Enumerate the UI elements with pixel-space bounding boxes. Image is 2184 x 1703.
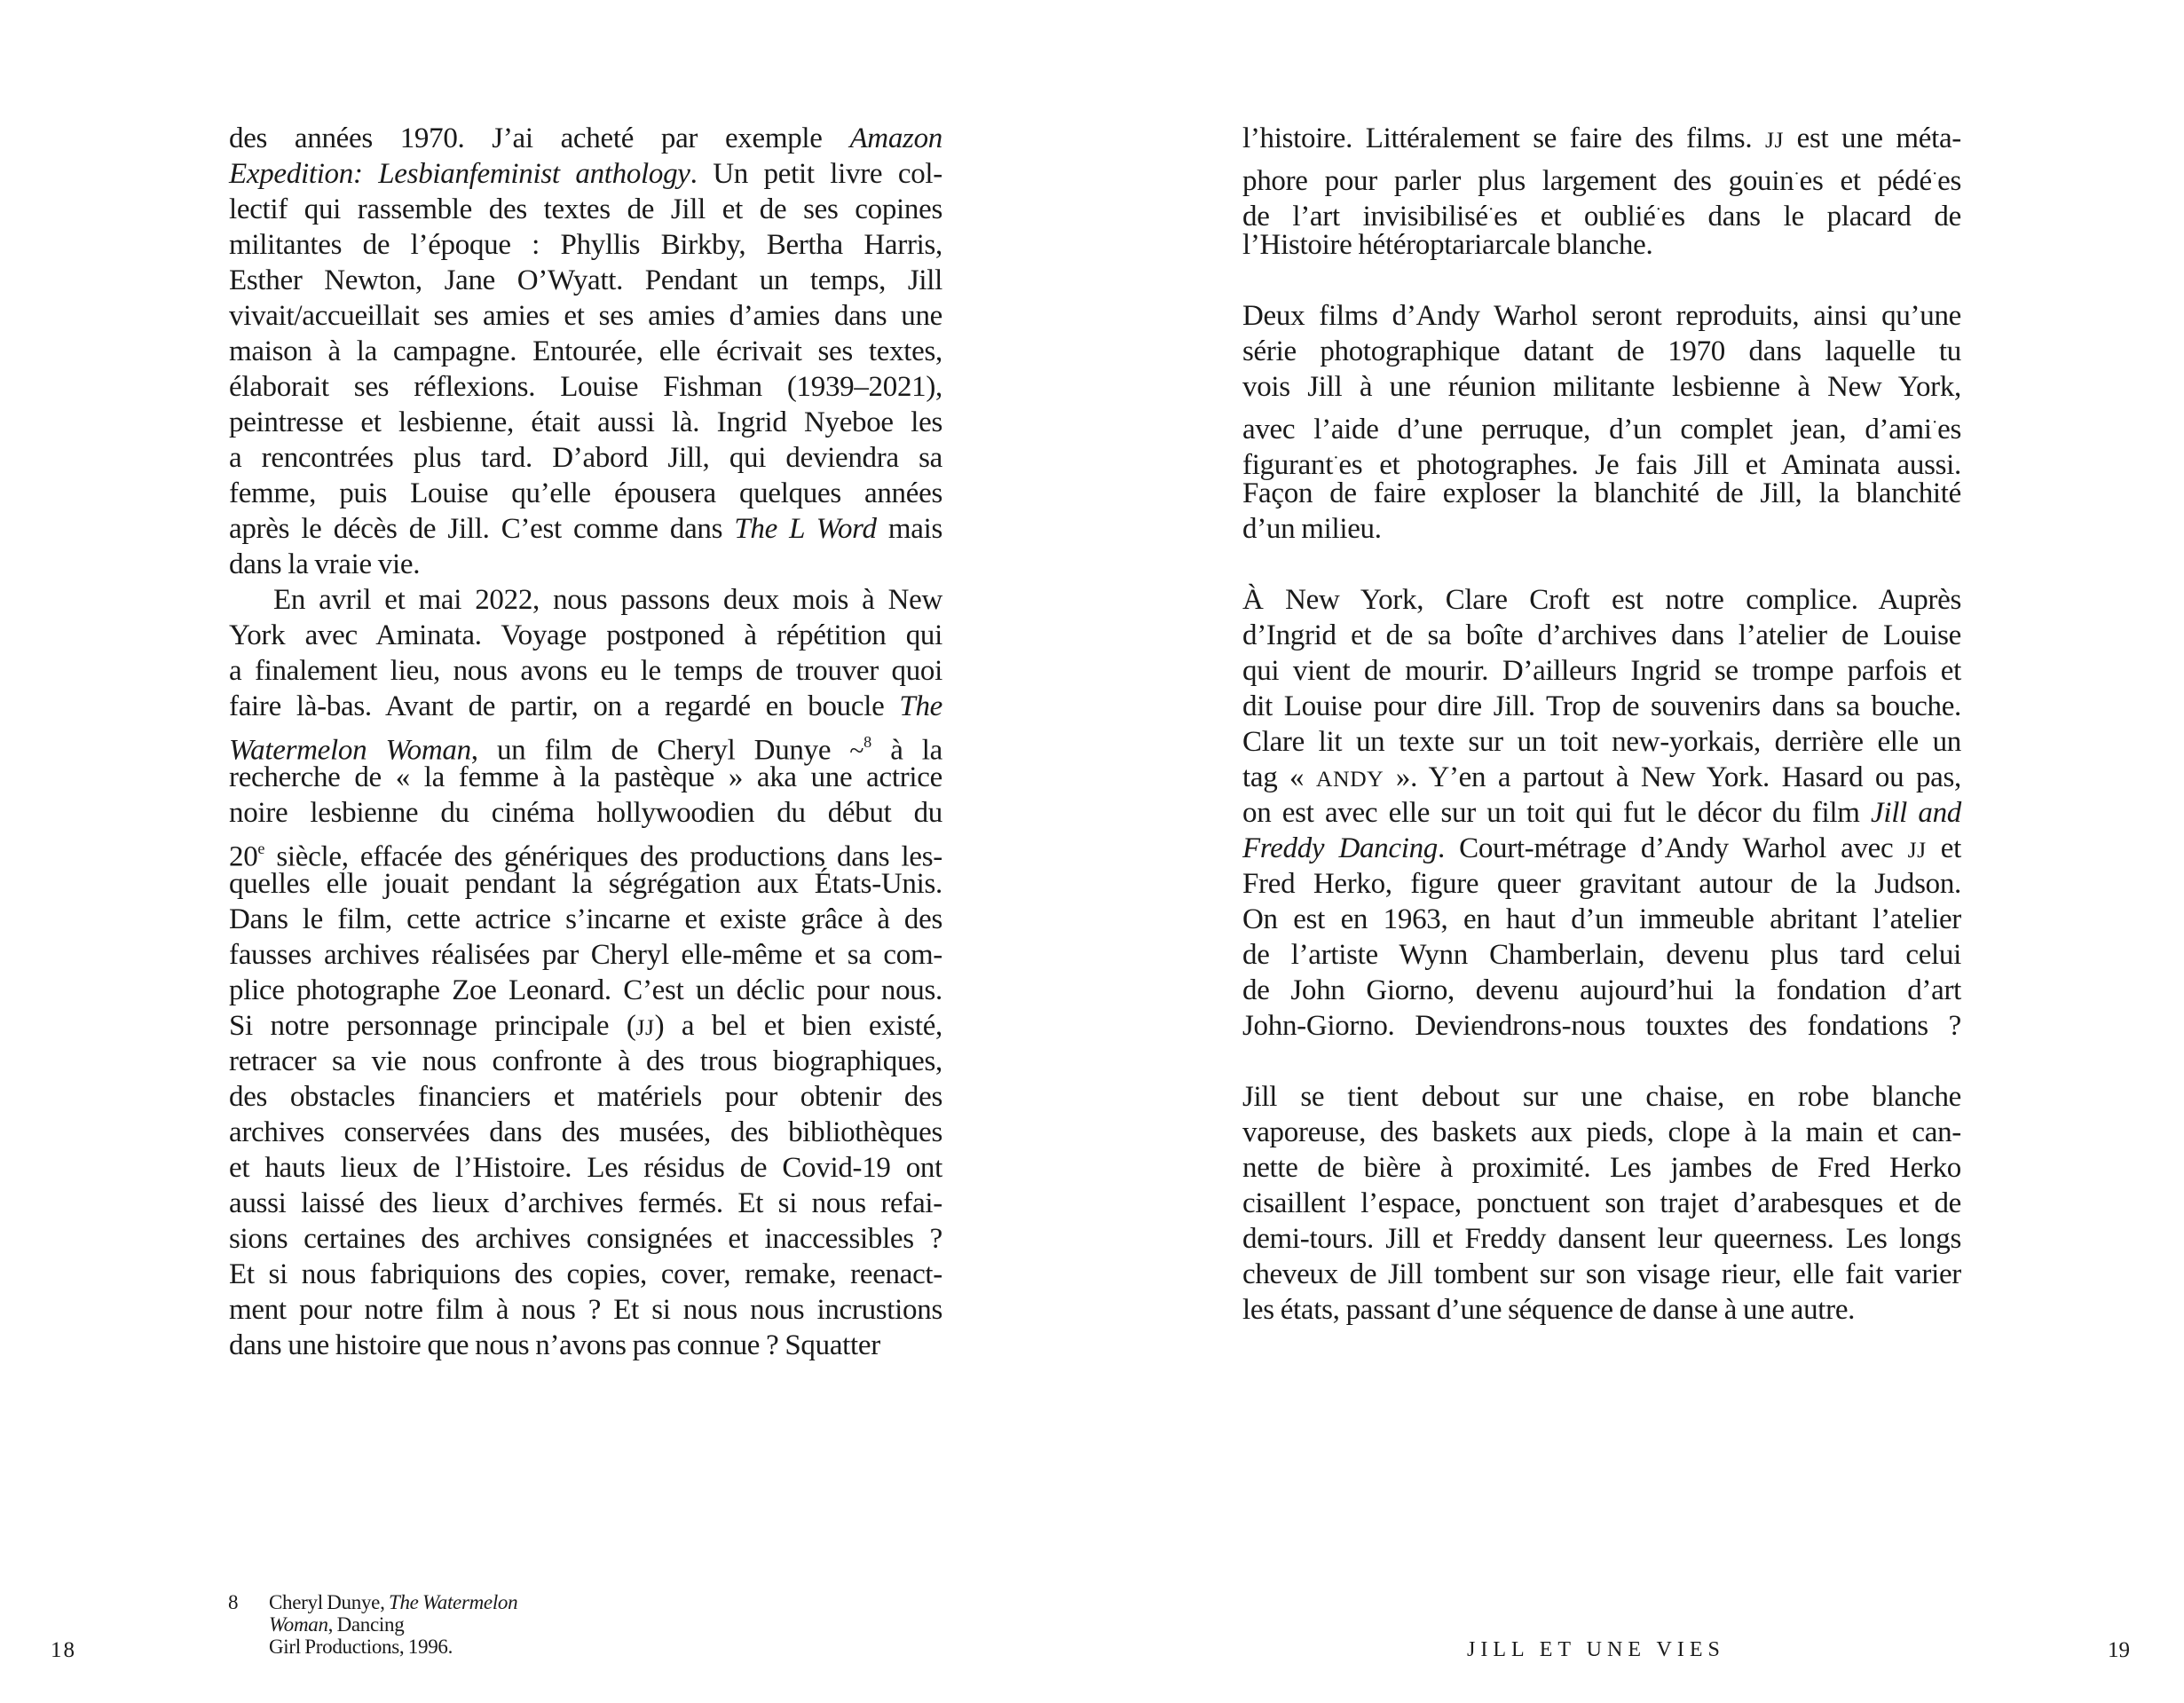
- text-line: fausses archives réalisées par Cheryl elle-même et sa com-: [229, 939, 942, 971]
- text-line: faire là-bas. Avant de partir, on a regardé en boucle The: [229, 690, 942, 722]
- text-line: vaporeuse, des baskets aux pieds, clope à la main et can-: [1242, 1116, 1961, 1148]
- text-line: a finalement lieu, nous avons eu le temps de trouver quoi: [229, 655, 942, 687]
- text-line: figurant·es et photographes. Je fais Jill et Aminata aussi.: [1242, 448, 1961, 481]
- text-line: Jill se tient debout sur une chaise, en robe blanche: [1242, 1081, 1961, 1113]
- text-line: noire lesbienne du cinéma hollywoodien du début du: [229, 797, 942, 829]
- text-line: d’Ingrid et de sa boîte d’archives dans l’atelier de Louise: [1242, 619, 1961, 651]
- small-caps: JJ: [1907, 837, 1927, 863]
- text-line: a rencontrées plus tard. D’abord Jill, qui deviendra sa: [229, 442, 942, 474]
- footnote-text: [269, 1591, 571, 1658]
- text-line: qui vient de mourir. D’ailleurs Ingrid se trompe parfois et: [1242, 655, 1961, 687]
- text-line: archives conservées dans des musées, des bibliothèques: [229, 1116, 942, 1148]
- text-line: lectif qui rassemble des textes de Jill et de ses copines: [229, 193, 942, 225]
- text-line: série photographique datant de 1970 dans laquelle tu: [1242, 335, 1961, 367]
- right-body-text: [1242, 121, 1961, 1328]
- page-number-left: 18: [51, 1638, 76, 1662]
- inclusive-point: ·: [1333, 448, 1339, 468]
- text-line: dans la vraie vie.: [229, 548, 421, 580]
- text-line: l’Histoire hétéroptariarcale blanche.: [1242, 229, 1653, 261]
- text-line: [1242, 263, 1961, 298]
- text-line: militantes de l’époque : Phyllis Birkby, Bertha Harris,: [229, 229, 942, 261]
- text-line: ment pour notre film à nous ? Et si nous nous incrustions: [229, 1294, 942, 1326]
- text-line: et hauts lieux de l’Histoire. Les résidus de Covid-19 ont: [229, 1152, 942, 1184]
- inclusive-point: ·: [1794, 164, 1800, 184]
- superscript: e: [257, 840, 265, 857]
- text-line: recherche de « la femme à la pastèque » aka une actrice: [229, 761, 942, 793]
- italic-title: Woman: [269, 1613, 328, 1636]
- text-line: Et si nous fabriquions des copies, cover, remake, reenact-: [229, 1258, 942, 1290]
- small-caps: JJ: [635, 1014, 655, 1040]
- text-line: Façon de faire exploser la blanchité de Jill, la blanchité: [1242, 477, 1961, 509]
- italic-title: Jill and: [1871, 797, 1961, 829]
- text-line: sions certaines des archives consignées et inaccessibles ?: [229, 1223, 942, 1255]
- text-line: de John Giorno, devenu aujourd’hui la fondation d’art: [1242, 974, 1961, 1006]
- text-line: Expedition: Lesbianfeminist anthology. Un petit livre col-: [229, 158, 942, 190]
- italic-title: The L Word: [734, 513, 877, 545]
- italic-title: Amazon: [849, 122, 942, 154]
- text-line: En avril et mai 2022, nous passons deux mois à New: [273, 584, 942, 616]
- text-line: cheveux de Jill tombent sur son visage rieur, elle fait varier: [1242, 1258, 1961, 1290]
- text-line: demi-tours. Jill et Freddy dansent leur queerness. Les longs: [1242, 1223, 1961, 1255]
- text-line: d’un milieu.: [1242, 513, 1382, 545]
- text-line: femme, puis Louise qu’elle épousera quelques années: [229, 477, 942, 509]
- text-line: On est en 1963, en haut d’un immeuble abritant l’atelier: [1242, 903, 1961, 935]
- text-line: Deux films d’Andy Warhol seront reproduits, ainsi qu’une: [1242, 300, 1961, 332]
- page-number-right: 19: [2108, 1638, 2130, 1662]
- inclusive-point: ·: [1931, 164, 1938, 184]
- text-line: Freddy Dancing. Court-métrage d’Andy Warhol avec JJ et: [1242, 832, 1961, 864]
- text-line: vivait/accueillait ses amies et ses amies d’amies dans une: [229, 300, 942, 332]
- text-line: avec l’aide d’une perruque, d’un complet jean, d’ami·es: [1242, 413, 1961, 445]
- text-line: Girl Productions, 1996.: [269, 1636, 453, 1658]
- superscript: 8: [863, 733, 871, 751]
- text-line: dans une histoire que nous n’avons pas connue ? Squatter: [229, 1329, 880, 1361]
- small-caps: ANDY: [1315, 766, 1384, 792]
- text-line: de l’art invisibilisé·es et oublié·es dans le placard de: [1242, 200, 1961, 233]
- text-line: quelles elle jouait pendant la ségrégation aux États-Unis.: [229, 868, 942, 900]
- left-body-text: [229, 121, 942, 1363]
- text-line: phore pour parler plus largement des gouin·es et pédé·es: [1242, 164, 1961, 197]
- text-line: À New York, Clare Croft est notre complice. Auprès: [1242, 584, 1961, 616]
- text-line: maison à la campagne. Entourée, elle écrivait ses textes,: [229, 335, 942, 367]
- text-line: nette de bière à proximité. Les jambes de Fred Herko: [1242, 1152, 1961, 1184]
- text-line: Clare lit un texte sur un toit new-yorkais, derrière elle un: [1242, 726, 1961, 758]
- text-line: [1242, 1044, 1961, 1079]
- running-head: JILL ET UNE VIES: [1467, 1638, 1725, 1661]
- small-caps: JJ: [1764, 127, 1784, 153]
- italic-title: The: [899, 690, 942, 722]
- text-line: John-Giorno. Deviendrons-nous touxtes des fondations ?: [1242, 1010, 1961, 1042]
- text-line: cisaillent l’espace, ponctuent son trajet d’arabesques et de: [1242, 1187, 1961, 1219]
- text-line: des années 1970. J’ai acheté par exemple Amazon: [229, 122, 942, 154]
- italic-title: Watermelon Woman: [229, 734, 471, 767]
- right-page: [1092, 0, 2184, 1703]
- text-line: les états, passant d’une séquence de danse à une autre.: [1242, 1294, 1856, 1326]
- text-line: Watermelon Woman, un film de Cheryl Dunye ~$^8$ à la: [229, 733, 942, 767]
- text-line: on est avec elle sur un toit qui fut le décor du film Jill and: [1242, 797, 1961, 829]
- text-line: après le décès de Jill. C’est comme dans The L Word mais: [229, 513, 942, 545]
- footnote-reference-mark: ~: [849, 737, 864, 766]
- footnote-number: 8: [228, 1591, 239, 1613]
- inclusive-point: ·: [1487, 200, 1494, 219]
- text-line: plice photographe Zoe Leonard. C’est un déclic pour nous.: [229, 974, 942, 1006]
- inclusive-point: ·: [1655, 200, 1661, 219]
- text-line: Cheryl Dunye, The Watermelon: [269, 1591, 518, 1613]
- text-line: 20e siècle, effacée des génériques des productions dans les-: [229, 840, 942, 873]
- text-line: Fred Herko, figure queer gravitant autour de la Judson.: [1242, 868, 1961, 900]
- text-line: Esther Newton, Jane O’Wyatt. Pendant un temps, Jill: [229, 264, 942, 296]
- text-line: [1242, 547, 1961, 582]
- text-line: aussi laissé des lieux d’archives fermés. Et si nous refai-: [229, 1187, 942, 1219]
- italic-title: Freddy Dancing: [1242, 832, 1438, 864]
- italic-title: The Watermelon: [388, 1591, 518, 1613]
- text-line: retracer sa vie nous confronte à des trous biographiques,: [229, 1045, 942, 1077]
- text-line: Woman, Dancing: [269, 1613, 405, 1636]
- text-line: de l’artiste Wynn Chamberlain, devenu plus tard celui: [1242, 939, 1961, 971]
- text-line: York avec Aminata. Voyage postponed à répétition qui: [229, 619, 942, 651]
- text-line: des obstacles financiers et matériels pour obtenir des: [229, 1081, 942, 1113]
- text-line: dit Louise pour dire Jill. Trop de souvenirs dans sa bouche.: [1242, 690, 1961, 722]
- text-line: Dans le film, cette actrice s’incarne et existe grâce à des: [229, 903, 942, 935]
- text-line: Si notre personnage principale (JJ) a bel et bien existé,: [229, 1010, 942, 1042]
- inclusive-point: ·: [1931, 413, 1938, 432]
- text-line: peintresse et lesbienne, était aussi là. Ingrid Nyeboe les: [229, 406, 942, 438]
- text-line: l’histoire. Littéralement se faire des films. JJ est une méta-: [1242, 122, 1961, 154]
- italic-title: Expedition: Lesbianfeminist anthology: [229, 158, 690, 190]
- text-line: tag « ANDY ». Y’en a partout à New York. Hasard ou pas,: [1242, 761, 1962, 793]
- text-line: élaborait ses réflexions. Louise Fishman (1939–2021),: [229, 371, 942, 403]
- text-line: vois Jill à une réunion militante lesbienne à New York,: [1242, 371, 1961, 403]
